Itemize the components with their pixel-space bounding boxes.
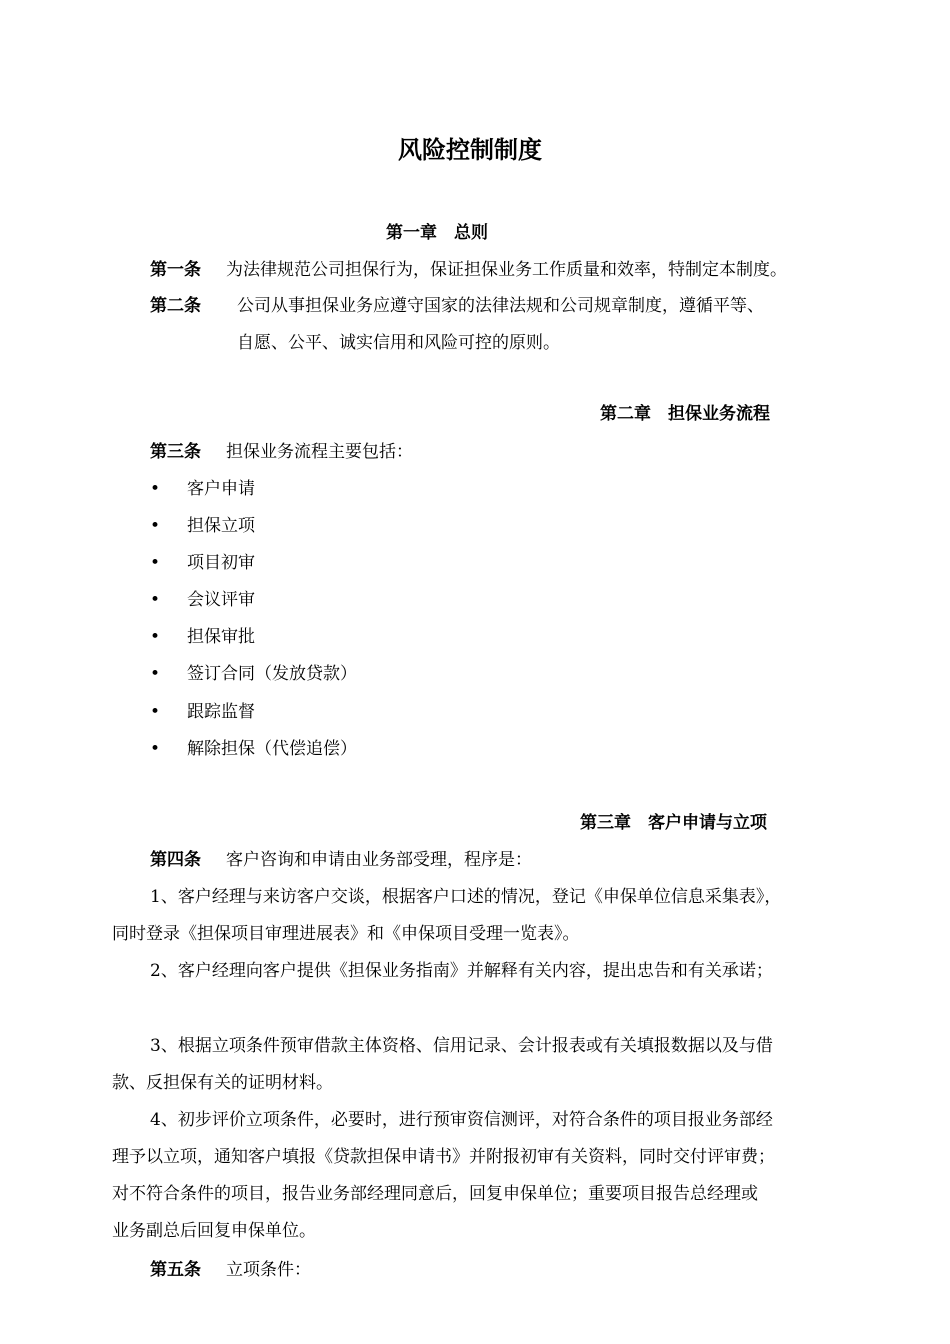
list-item: 担保审批 (187, 627, 255, 647)
article-5-text: 立项条件： (226, 1260, 311, 1280)
item-1-line1: 1、客户经理与来访客户交谈，根据客户口述的情况，登记《申保单位信息采集表》， (150, 887, 782, 907)
bullet-icon: • (150, 664, 161, 684)
bullet-icon: • (150, 739, 161, 759)
article-1-text: 为法律规范公司担保行为，保证担保业务工作质量和效率，特制定本制度。 (226, 260, 787, 280)
list-item: 项目初审 (187, 553, 255, 573)
article-4-label: 第四条 (150, 850, 201, 870)
item-4-line3: 对不符合条件的项目，报告业务部经理同意后，回复申保单位；重要项目报告总经理或 (112, 1184, 758, 1204)
list-item: 客户申请 (187, 479, 255, 499)
article-5-label: 第五条 (150, 1260, 201, 1280)
chapter-1-heading: 第一章 总则 (386, 223, 488, 243)
item-4-line2: 理予以立项，通知客户填报《贷款担保申请书》并附报初审有关资料，同时交付评审费； (112, 1147, 775, 1167)
article-2-line1: 公司从事担保业务应遵守国家的法律法规和公司规章制度，遵循平等、 (237, 296, 764, 316)
item-1-line2: 同时登录《担保项目审理进展表》和《申保项目受理一览表》。 (112, 924, 580, 944)
article-3-label: 第三条 (150, 442, 201, 462)
bullet-icon: • (150, 627, 161, 647)
bullet-icon: • (150, 590, 161, 610)
list-item: 会议评审 (187, 590, 255, 610)
bullet-icon: • (150, 479, 161, 499)
list-item: 解除担保（代偿追偿） (187, 739, 357, 759)
chapter-2-heading: 第二章 担保业务流程 (600, 404, 770, 424)
page-title: 风险控制制度 (398, 136, 542, 164)
article-2-line2: 自愿、公平、诚实信用和风险可控的原则。 (237, 333, 560, 353)
item-3-line2: 款、反担保有关的证明材料。 (112, 1073, 333, 1093)
list-item: 签订合同（发放贷款） (187, 664, 357, 684)
article-3-text: 担保业务流程主要包括： (226, 442, 413, 462)
bullet-icon: • (150, 516, 161, 536)
item-4-line4: 业务副总后回复申保单位。 (112, 1221, 316, 1241)
list-item: 担保立项 (187, 516, 255, 536)
article-1-label: 第一条 (150, 260, 201, 280)
list-item: 跟踪监督 (187, 702, 255, 722)
item-3-line1: 3、根据立项条件预审借款主体资格、信用记录、会计报表或有关填报数据以及与借 (150, 1036, 773, 1056)
chapter-3-heading: 第三章 客户申请与立项 (580, 813, 767, 833)
item-4-line1: 4、初步评价立项条件，必要时，进行预审资信测评，对符合条件的项目报业务部经 (150, 1110, 773, 1130)
article-2-label: 第二条 (150, 296, 201, 316)
bullet-icon: • (150, 553, 161, 573)
article-4-text: 客户咨询和申请由业务部受理，程序是： (226, 850, 532, 870)
bullet-icon: • (150, 702, 161, 722)
item-2-line1: 2、客户经理向客户提供《担保业务指南》并解释有关内容，提出忠告和有关承诺； (150, 961, 773, 981)
